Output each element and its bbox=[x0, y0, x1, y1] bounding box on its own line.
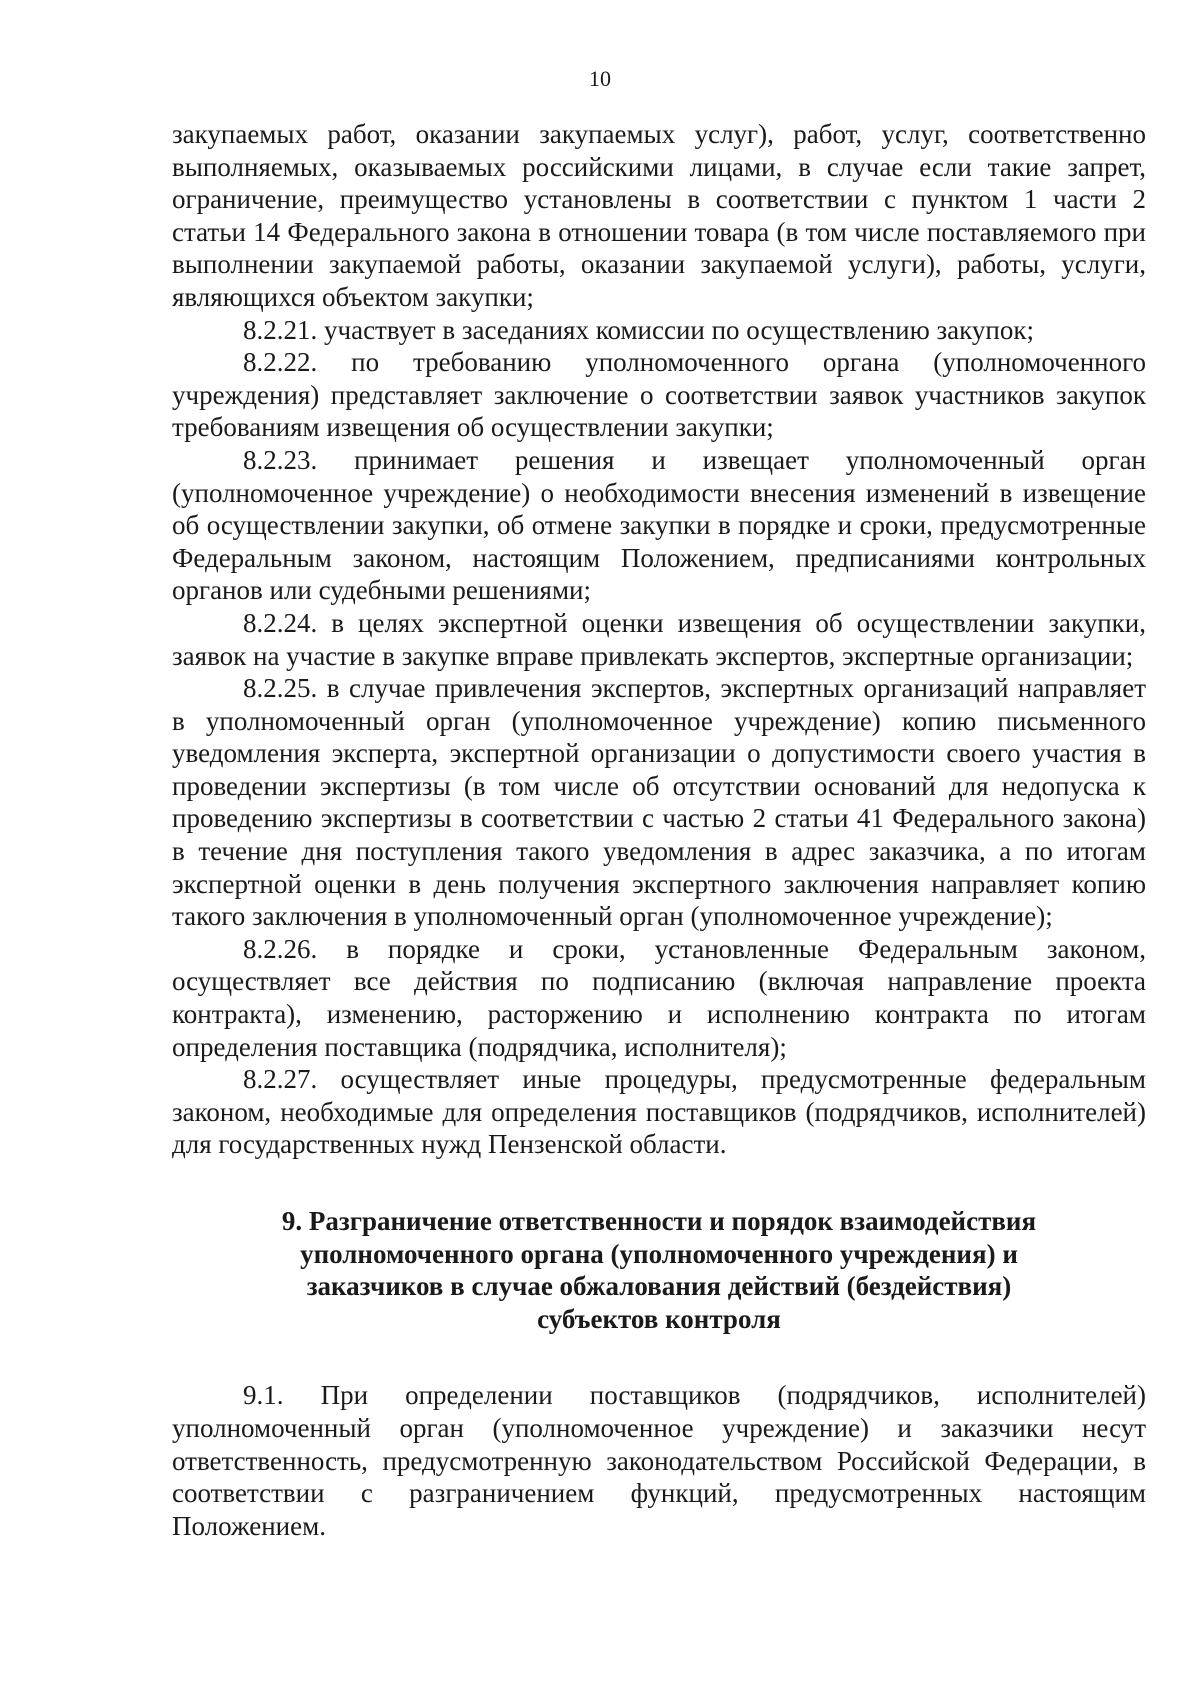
section-heading bbox=[172, 1205, 1146, 1335]
item-8-2-22: 8.2.22. по требованию уполномоченного органа (уполномоченного учреждения) представляет заключение о соответствии заявок участников закупок требованиям извещения об осуществлении закупки; bbox=[172, 347, 1146, 443]
item-9-1: 9.1. При определении поставщиков (подрядчиков, исполнителей) уполномоченный орган (уполномоченное учреждение) и заказчики несут ответственность, предусмотренную законодательством Российской Федерации, в соответствии с разграничением функций, предусмотренных настоящим Положением. bbox=[172, 1380, 1146, 1541]
section-heading-line-2: уполномоченного органа (уполномоченного учреждения) и bbox=[300, 1238, 1018, 1269]
item-8-2-23: 8.2.23. принимает решения и извещает уполномоченный орган (уполномоченное учреждение) о необходимости внесения изменений в извещение об осуществлении закупки, об отмене закупки в порядке и сроки, предусмотренные Федеральным законом, настоящим Положением, предписаниями контрольных органов или судебными решениями; bbox=[172, 444, 1146, 606]
section-heading-line-1: 9. Разграничение ответственности и порядок взаимодействия bbox=[281, 1206, 1037, 1236]
item-8-2-25: 8.2.25. в случае привлечения экспертов, экспертных организаций направляет в уполномоченный орган (уполномоченное учреждение) копию письменного уведомления эксперта, экспертной организации о допустимости своего участия в проведении экспертизы (в том числе об отсутствии оснований для недопуска к проведению экспертизы в соответствии с частью 2 статьи 41 Федерального закона) в течение дня поступления такого уведомления в адрес заказчика, а по итогам экспертной оценки в день получения экспертного заключения направляет копию такого заключения в уполномоченный орган (уполномоченное учреждение); bbox=[172, 673, 1146, 932]
page-number: 10 bbox=[589, 66, 611, 91]
section-heading-line-3: заказчиков в случае обжалования действий (бездействия) bbox=[306, 1271, 1012, 1302]
section-heading-line-4: субъектов контроля bbox=[537, 1303, 781, 1334]
item-8-2-26: 8.2.26. в порядке и сроки, установленные Федеральным законом, осуществляет все действия по подписанию (включая направление проекта контракта), изменению, расторжению и исполнению контракта по итогам определения поставщика (подрядчика, исполнителя); bbox=[172, 933, 1146, 1062]
document-body bbox=[172, 118, 1146, 1542]
item-8-2-27: 8.2.27. осуществляет иные процедуры, предусмотренные федеральным законом, необходимые для определения поставщиков (подрядчиков, исполнителей) для государственных нужд Пензенской области. bbox=[172, 1064, 1146, 1160]
item-8-2-24: 8.2.24. в целях экспертной оценки извещения об осуществлении закупки, заявок на участие в закупке вправе привлекать экспертов, экспертные организации; bbox=[172, 607, 1146, 671]
item-8-2-21: 8.2.21. участвует в заседаниях комиссии по осуществлению закупок; bbox=[243, 314, 1034, 345]
intro-paragraph: закупаемых работ, оказании закупаемых услуг), работ, услуг, соответственно выполняемых, оказываемых российскими лицами, в случае если такие запрет, ограничение, преимущество установлены в соответствии с пунктом 1 части 2 статьи 14 Федерального закона в отношении товара (в том числе поставляемого при выполнении закупаемой работы, оказании закупаемой услуги), работы, услуги, являющихся объектом закупки; bbox=[172, 119, 1146, 312]
